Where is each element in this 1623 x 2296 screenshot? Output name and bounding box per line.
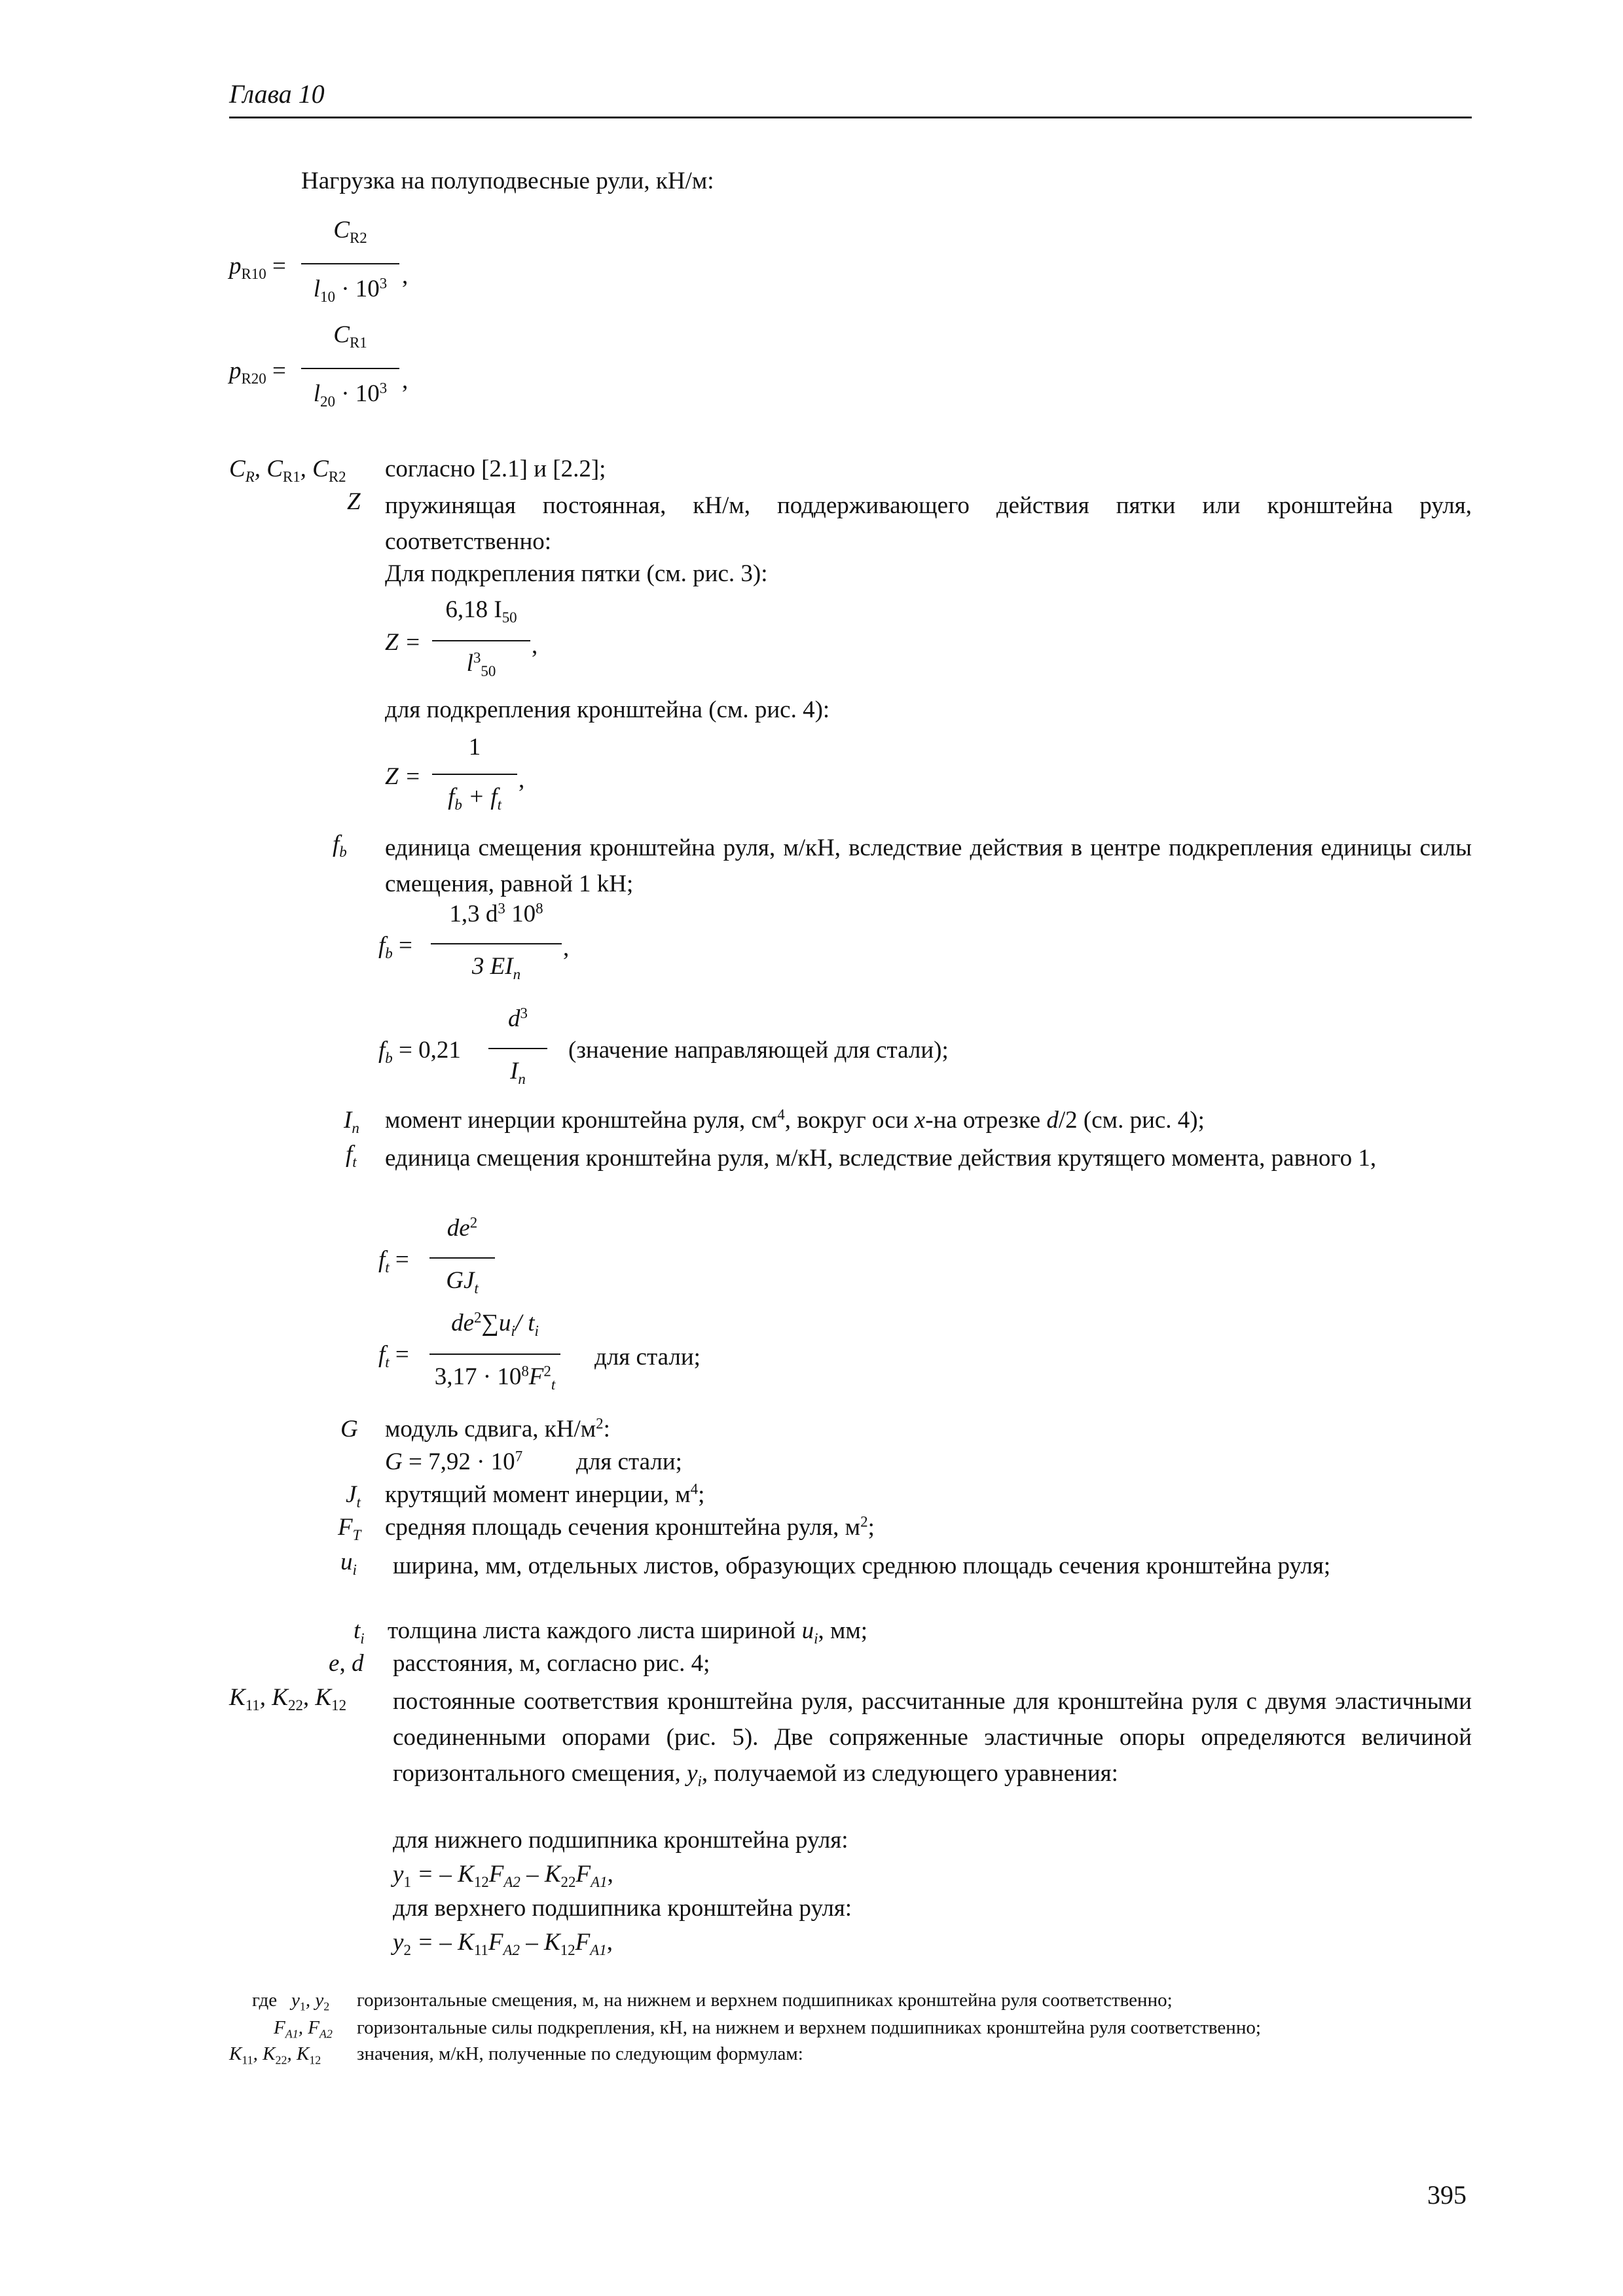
def-text-ftt: средняя площадь сечения кронштейна руля, $м^2$;: [385, 1513, 875, 1541]
formula-note: (значение направляющей для стали);: [568, 1037, 949, 1064]
footnote-term-y: $y_1$, $y_2$: [291, 1990, 330, 2013]
z-bracket-caption: для подкрепления кронштейна (см. рис. 4):: [385, 696, 830, 723]
formula-numerator: $d^3$: [508, 1005, 528, 1032]
formula-tail: ,: [532, 632, 538, 659]
def-text-z: пружинящая постоянная, кН/м, поддерживающего действия пятки или кронштейна руля, соответственно:: [385, 492, 1472, 555]
formula-lhs: $p_{R10}$ =: [229, 253, 286, 283]
def-term-ftt: $F_T$: [338, 1514, 361, 1544]
formula-pR20: [229, 321, 465, 425]
fraction-bar: [429, 1257, 495, 1259]
equation-y2: $y_2$ = – $K_{11}F_{A2} - K_{12}F_{A1}$,: [393, 1929, 613, 1959]
formula-denominator: $l_{10} \cdot 10^3$: [313, 275, 388, 306]
formula-denominator: $f_b + f_t$: [448, 783, 501, 814]
formula-denominator: $GJ_t$: [446, 1267, 479, 1297]
fraction-bar: [429, 1354, 560, 1355]
equation-y1: $y_1$ = – $K_{12}F_{A2} - K_{22}F_{A1}$,: [393, 1861, 613, 1891]
formula-lhs: $f_t$ =: [378, 1246, 409, 1276]
page-number: 395: [1427, 2180, 1467, 2210]
formula-denominator: 3 $EI_n$: [471, 953, 521, 983]
footnote-text-k: значения, м/кН, полученные по следующим формулам:: [357, 2043, 803, 2064]
formula-fb-1: [378, 900, 640, 992]
def-term-fb: $f_b$: [333, 831, 347, 861]
g-note: для стали;: [576, 1448, 682, 1475]
formula-denominator: $l^3_{50}$: [466, 649, 496, 680]
def-text-ed: расстояния, м, согласно рис. 4;: [393, 1650, 710, 1677]
formula-denominator: $I_n$: [510, 1058, 526, 1088]
formula-numerator: $C_{R1}$: [333, 321, 367, 351]
fraction-bar: [488, 1048, 547, 1049]
formula-z-bracket: [385, 733, 581, 831]
formula-numerator: 1: [468, 734, 481, 761]
formula-lhs: $p_{R20}$ =: [229, 357, 286, 387]
formula-z-heel: [385, 596, 581, 694]
formula-numerator: 6,18 $I_{50}$: [445, 596, 517, 626]
formula-numerator: $C_{R2}$: [333, 217, 367, 247]
def-term-cr: $C_R$, $C_{R1}$, $C_{R2}$: [229, 456, 346, 486]
formula-denominator: $l_{20} \cdot 10^3$: [313, 380, 388, 410]
def-text-ti: толщина листа каждого листа шириной $u_i$, мм;: [388, 1617, 868, 1647]
def-text-cr: согласно [2.1] и [2.2];: [385, 456, 606, 482]
formula-lhs: $f_t$ =: [378, 1341, 409, 1371]
formula-denominator: $3,17 \cdot 10^8F^2_t$: [434, 1363, 556, 1393]
def-text-jt: крутящий момент инерции, $м^4$;: [385, 1480, 705, 1508]
formula-ft-2: [378, 1309, 1033, 1407]
def-term-ui: $u_i$: [340, 1549, 357, 1579]
def-text-g: модуль сдвига, $кН/м^2$:: [385, 1415, 610, 1443]
formula-tail: ,: [563, 935, 570, 961]
def-term-ed: e, d: [329, 1650, 364, 1677]
k-upper-caption: для верхнего подшипника кронштейна руля:: [393, 1895, 852, 1922]
footnote-term-k: $K_{11}$, $K_{22}$, $K_{12}$: [229, 2043, 321, 2067]
def-term-in: $I_n$: [344, 1107, 359, 1137]
footnote-text-f: горизонтальные силы подкрепления, кН, на нижнем и верхнем подшипниках кронштейна руля соответственно;: [357, 2017, 1261, 2038]
footnote-text-y: горизонтальные смещения, м, на нижнем и верхнем подшипниках кронштейна руля соответственно;: [357, 1990, 1173, 2011]
k-lower-caption: для нижнего подшипника кронштейна руля:: [393, 1827, 848, 1854]
def-text-k: постоянные соответствия кронштейна руля, рассчитанные для кронштейна руля с двумя эластичными соединенными опорами (рис. 5). Две сопряженные эластичные опоры определяются величиной горизонтального смещения, $y_i$, получаемой из следующего уравнения:: [393, 1688, 1472, 1790]
fraction-bar: [301, 263, 399, 264]
formula-note: для стали;: [594, 1344, 701, 1371]
formula-ft-1: [378, 1214, 640, 1306]
formula-fb-2: [378, 1005, 1033, 1096]
intro-text: Нагрузка на полуподвесные рули, кН/м:: [301, 168, 714, 194]
def-term-k: $K_{11}$, $K_{22}$, $K_{12}$: [229, 1684, 347, 1714]
def-text-fb: единица смещения кронштейна руля, м/кН, вследствие действия в центре подкрепления единицы силы смещения, равной 1 kH;: [385, 834, 1472, 897]
formula-tail: ,: [402, 367, 409, 394]
def-text-ui: ширина, мм, отдельных листов, образующих среднюю площадь сечения кронштейна руля;: [393, 1552, 1331, 1579]
formula-tail: ,: [519, 766, 525, 793]
footnote-where: где: [252, 1990, 278, 2011]
fraction-bar: [301, 368, 399, 369]
formula-lhs: Z =: [385, 763, 421, 790]
header-rule: [229, 117, 1472, 118]
g-value: $G = 7,92 \cdot 10^7$: [385, 1448, 523, 1475]
formula-pR10: [229, 216, 465, 321]
formula-tail: ,: [402, 262, 409, 289]
fraction-bar: [432, 640, 530, 641]
def-text-ft: единица смещения кронштейна руля, м/кН, вследствие действия крутящего момента, равного 1,: [385, 1145, 1377, 1172]
formula-numerator: 1,3 $d^3$ $10^8$: [449, 900, 543, 927]
fraction-bar: [432, 774, 517, 775]
formula-lhs: $f_b = 0,21$: [378, 1037, 461, 1067]
def-term-z: Z: [347, 488, 361, 515]
fraction-bar: [431, 943, 562, 944]
def-term-g: G: [340, 1416, 358, 1443]
def-term-jt: $J_t$: [346, 1481, 361, 1511]
formula-lhs: Z =: [385, 629, 421, 656]
chapter-header: Глава 10: [229, 79, 325, 109]
def-term-ti: $t_i$: [354, 1617, 365, 1647]
footnote-term-f: $F_{A1}$, $F_{A2}$: [274, 2017, 333, 2041]
def-text-in: момент инерции кронштейна руля, $см^4$, вокруг оси x-на отрезке d/2 (см. рис. 4);: [385, 1106, 1205, 1134]
formula-numerator: $de^2\sum u_i/$ $t_i$: [451, 1309, 539, 1340]
formula-lhs: $f_b$ =: [378, 932, 412, 962]
formula-numerator: $de^2$: [447, 1214, 478, 1242]
z-heel-caption: Для подкрепления пятки (см. рис. 3):: [385, 560, 768, 587]
def-term-ft: $f_t$: [346, 1141, 357, 1171]
